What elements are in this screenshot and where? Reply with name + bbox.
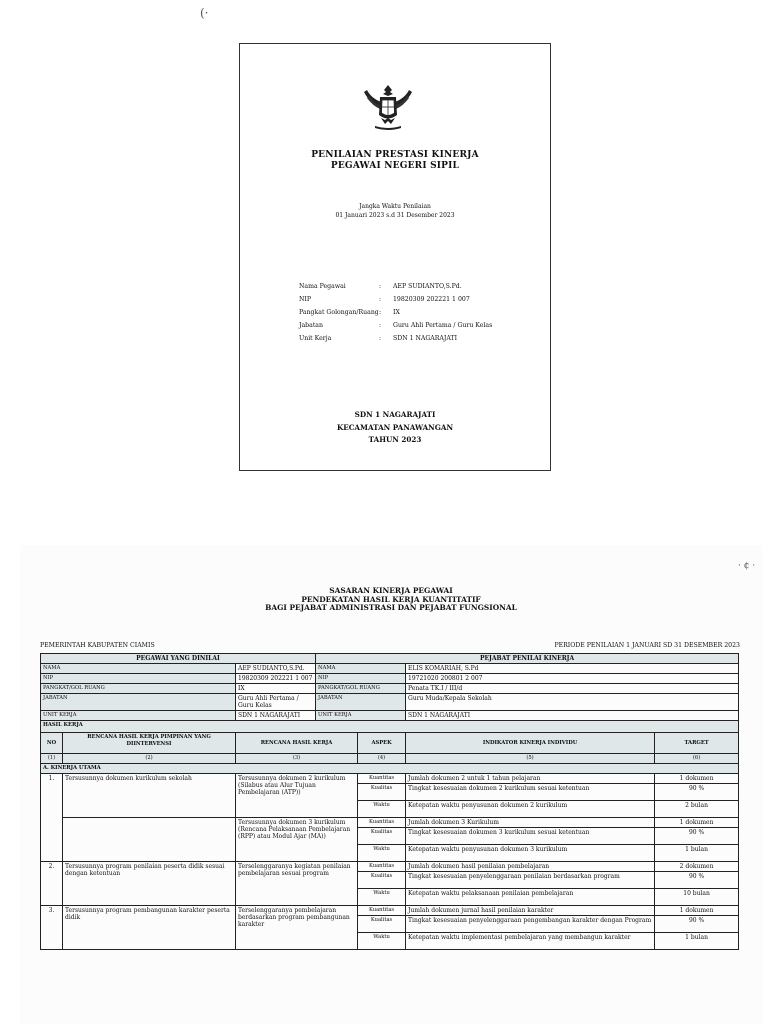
info-row-nip	[299, 296, 492, 309]
indicator: Ketepatan waktu penyusunan dokumen 3 kurikulum	[406, 845, 655, 862]
target: 1 bulan	[655, 933, 739, 950]
info-separator: :	[379, 283, 382, 290]
aspect: Waktu	[358, 801, 406, 818]
aspect: Kualitas	[358, 784, 406, 801]
skp-heading	[20, 587, 762, 613]
skp-table	[40, 653, 739, 950]
left-label: UNIT KERJA	[41, 711, 236, 721]
indicator: Jumlah dokumen 3 Kurikulum	[406, 818, 655, 828]
target: 2 bulan	[655, 801, 739, 818]
aspect: Waktu	[358, 889, 406, 906]
target: 10 bulan	[655, 889, 739, 906]
column-header: INDIKATOR KINERJA INDIVIDU	[406, 733, 655, 754]
column-number-row	[41, 754, 739, 764]
info-row-unit	[299, 335, 492, 348]
info-row-name	[299, 283, 492, 296]
target: 90 %	[655, 916, 739, 933]
indicator: Tingkat kesesuaian dokumen 2 kurikulum sesuai ketentuan	[406, 784, 655, 801]
left-value: AEP SUDIANTO,S.Pd.	[236, 664, 316, 674]
row-number: 2.	[41, 862, 63, 906]
skp-heading-line2: PENDEKATAN HASIL KERJA KUANTITATIF	[301, 594, 481, 604]
table-header-row	[41, 654, 739, 664]
left-label: JABATAN	[41, 694, 236, 711]
left-label: NAMA	[41, 664, 236, 674]
column-number: (4)	[358, 754, 406, 764]
scan-dots: · ¢ ·	[738, 561, 756, 571]
indicator: Ketepatan waktu implementasi pembelajaran yang membangun karakter	[406, 933, 655, 950]
info-label: Pangkat Golongan/Ruang	[299, 309, 379, 316]
table-row	[41, 674, 739, 684]
cover-title-line1: PENILAIAN PRESTASI KINERJA	[311, 150, 479, 160]
row-number: 3.	[41, 906, 63, 950]
right-label: NIP	[316, 674, 406, 684]
info-separator: :	[379, 322, 382, 329]
indicator: Ketepatan waktu pelaksanaan penilaian pembelajaran	[406, 889, 655, 906]
column-number: (1)	[41, 754, 63, 764]
info-row-rank	[299, 309, 492, 322]
indicator: Jumlah dokumen jurnal hasil penilaian karakter	[406, 906, 655, 916]
leader-work-plan-empty	[63, 818, 236, 862]
indicator: Ketepatan waktu penyusunan dokumen 2 kurikulum	[406, 801, 655, 818]
right-label: UNIT KERJA	[316, 711, 406, 721]
leader-work-plan: Tersusunnya program penilaian peserta didik sesuai dengan ketentuan	[63, 862, 236, 906]
info-label: Jabatan	[299, 322, 323, 329]
cover-title	[240, 150, 550, 172]
row-number: 1.	[41, 774, 63, 862]
info-value: 19820309 202221 1 007	[393, 296, 470, 303]
target: 1 dokumen	[655, 818, 739, 828]
info-row-position	[299, 322, 492, 335]
kinerja-utama-label: A. KINERJA UTAMA	[41, 764, 739, 774]
indicator: Tingkat kesesuaian penyelenggaraan penilaian berdasarkan program	[406, 872, 655, 889]
evaluator-header: PEJABAT PENILAI KINERJA	[316, 654, 739, 664]
work-plan: Tersusunnya dokumen 2 kurikulum (Silabus atau Alur Tujuan Pembelajaran (ATP))	[236, 774, 358, 818]
left-value: SDN 1 NAGARAJATI	[236, 711, 316, 721]
leader-work-plan: Tersusunnya program pembangunan karakter peserta didik	[63, 906, 236, 950]
aspect: Kuantitas	[358, 818, 406, 828]
left-value: IX	[236, 684, 316, 694]
table-row	[41, 711, 739, 721]
table-row	[41, 684, 739, 694]
indicator: Tingkat kesesuaian dokumen 3 kurikulum sesuai ketentuan	[406, 828, 655, 845]
table-row	[41, 862, 739, 872]
right-label: NAMA	[316, 664, 406, 674]
column-header-row	[41, 733, 739, 754]
period-value: 01 Januari 2023 s.d 31 Desember 2023	[335, 212, 455, 219]
skp-page	[20, 545, 762, 1024]
aspect: Waktu	[358, 845, 406, 862]
table-row	[41, 664, 739, 674]
evaluated-employee-header: PEGAWAI YANG DINILAI	[41, 654, 316, 664]
work-plan: Terselenggaranya pembelajaran berdasarkan program pembangunan karakter	[236, 906, 358, 950]
garuda-emblem-icon	[361, 82, 415, 132]
org-name: PEMERINTAH KABUPATEN CIAMIS	[40, 642, 155, 649]
right-value: SDN 1 NAGARAJATI	[406, 711, 739, 721]
work-plan: Tersusunnya dokumen 3 kurikulum (Rencana Pelaksanaan Pembelajaran (RPP) atau Modul Ajar (MA))	[236, 818, 358, 862]
column-number: (6)	[655, 754, 739, 764]
left-value: 19820309 202221 1 007	[236, 674, 316, 684]
right-value: ELIS KOMARIAH, S.Pd	[406, 664, 739, 674]
skp-heading-line1: SASARAN KINERJA PEGAWAI	[329, 586, 453, 595]
target: 90 %	[655, 872, 739, 889]
assessment-period-label: PERIODE PENILAIAN 1 JANUARI SD 31 DESEMBER 2023	[554, 642, 740, 649]
aspect: Waktu	[358, 933, 406, 950]
info-separator: :	[379, 335, 382, 342]
aspect: Kuantitas	[358, 862, 406, 872]
left-label: NIP	[41, 674, 236, 684]
skp-heading-line3: BAGI PEJABAT ADMINISTRASI DAN PEJABAT FUNGSIONAL	[265, 603, 517, 613]
info-value: Guru Ahli Pertama / Guru Kelas	[393, 322, 493, 329]
right-value: 19721020 200801 2 007	[406, 674, 739, 684]
aspect: Kualitas	[358, 916, 406, 933]
aspect: Kuantitas	[358, 774, 406, 784]
scan-mark: (·	[200, 6, 209, 20]
info-label: Unit Kerja	[299, 335, 332, 342]
period-label: Jangka Waktu Penilaian	[359, 203, 431, 210]
leader-work-plan: Tersusunnya dokumen kurikulum sekolah	[63, 774, 236, 818]
indicator: Jumlah dokumen 2 untuk 1 tahun pelajaran	[406, 774, 655, 784]
info-label: Nama Pegawai	[299, 283, 346, 290]
column-header: NO	[41, 733, 63, 754]
right-value: Penata TK.I / III/d	[406, 684, 739, 694]
footer-school: SDN 1 NAGARAJATI	[354, 410, 436, 419]
right-label: PANGKAT/GOL RUANG	[316, 684, 406, 694]
cover-footer	[240, 409, 550, 447]
column-number: (3)	[236, 754, 358, 764]
work-plan: Terselenggaranya kegiatan penilaian pembelajaran sesuai program	[236, 862, 358, 906]
table-row	[41, 774, 739, 784]
info-label: NIP	[299, 296, 312, 303]
column-header: TARGET	[655, 733, 739, 754]
info-separator: :	[379, 296, 382, 303]
assessment-period	[240, 202, 550, 220]
section-row	[41, 764, 739, 774]
hasil-kerja-label: HASIL KERJA	[41, 721, 739, 733]
target: 2 dokumen	[655, 862, 739, 872]
column-header: ASPEK	[358, 733, 406, 754]
table-row	[41, 906, 739, 916]
right-value: Guru Muda/Kepala Sekolah	[406, 694, 739, 711]
left-value: Guru Ahli Pertama / Guru Kelas	[236, 694, 316, 711]
target: 1 dokumen	[655, 774, 739, 784]
column-header: RENCANA HASIL KERJA	[236, 733, 358, 754]
footer-year: TAHUN 2023	[368, 435, 422, 444]
column-number: (2)	[63, 754, 236, 764]
aspect: Kualitas	[358, 828, 406, 845]
footer-district: KECAMATAN PANAWANGAN	[336, 422, 454, 432]
section-row	[41, 721, 739, 733]
info-value: IX	[393, 309, 400, 316]
cover-title-line2: PEGAWAI NEGERI SIPIL	[330, 161, 460, 171]
table-row	[41, 818, 739, 828]
employee-info	[299, 283, 492, 348]
indicator: Tingkat kesesuaian penyelenggaraan pengembangan karakter dengan Program	[406, 916, 655, 933]
info-value: SDN 1 NAGARAJATI	[393, 335, 458, 342]
right-label: JABATAN	[316, 694, 406, 711]
target: 1 bulan	[655, 845, 739, 862]
column-number: (5)	[406, 754, 655, 764]
info-separator: :	[379, 309, 382, 316]
left-label: PANGKAT/GOL RUANG	[41, 684, 236, 694]
cover-page	[239, 43, 551, 471]
column-header: RENCANA HASIL KERJA PIMPINAN YANG DIINTERVENSI	[63, 733, 236, 754]
target: 1 dokumen	[655, 906, 739, 916]
indicator: Jumlah dokumen hasil penilaian pembelajaran	[406, 862, 655, 872]
table-row	[41, 694, 739, 711]
info-value: AEP SUDIANTO,S.Pd.	[393, 283, 462, 290]
target: 90 %	[655, 828, 739, 845]
aspect: Kuantitas	[358, 906, 406, 916]
target: 90 %	[655, 784, 739, 801]
aspect: Kualitas	[358, 872, 406, 889]
